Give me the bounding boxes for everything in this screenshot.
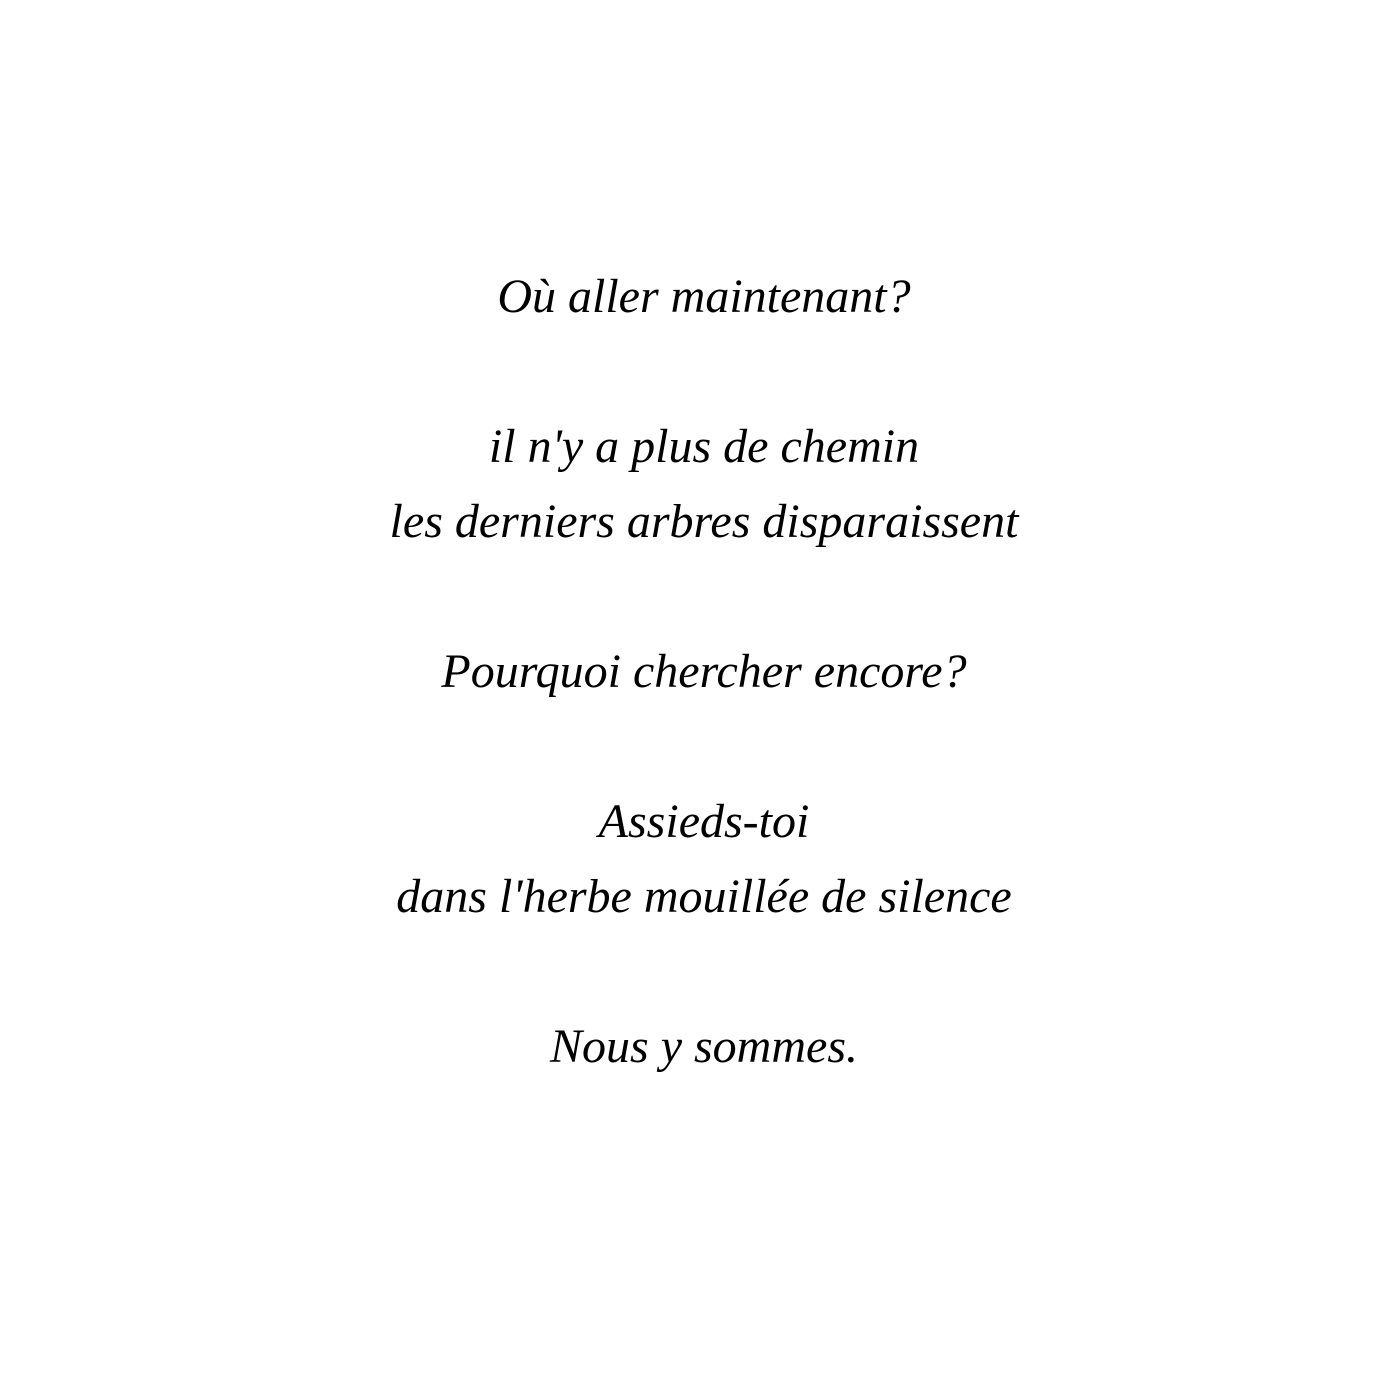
poem-line-4: Pourquoi chercher encore? (441, 645, 967, 698)
poem-line-6: dans l'herbe mouillée de silence (396, 870, 1012, 923)
poem-line-5: Assieds-toi (598, 795, 810, 848)
poem-line-3: les derniers arbres disparaissent (389, 495, 1019, 548)
poem-line-2: il n'y a plus de chemin (488, 420, 920, 473)
poem-line-1: Où aller maintenant? (497, 270, 911, 323)
poem-line-7: Nous y sommes. (550, 1020, 858, 1073)
